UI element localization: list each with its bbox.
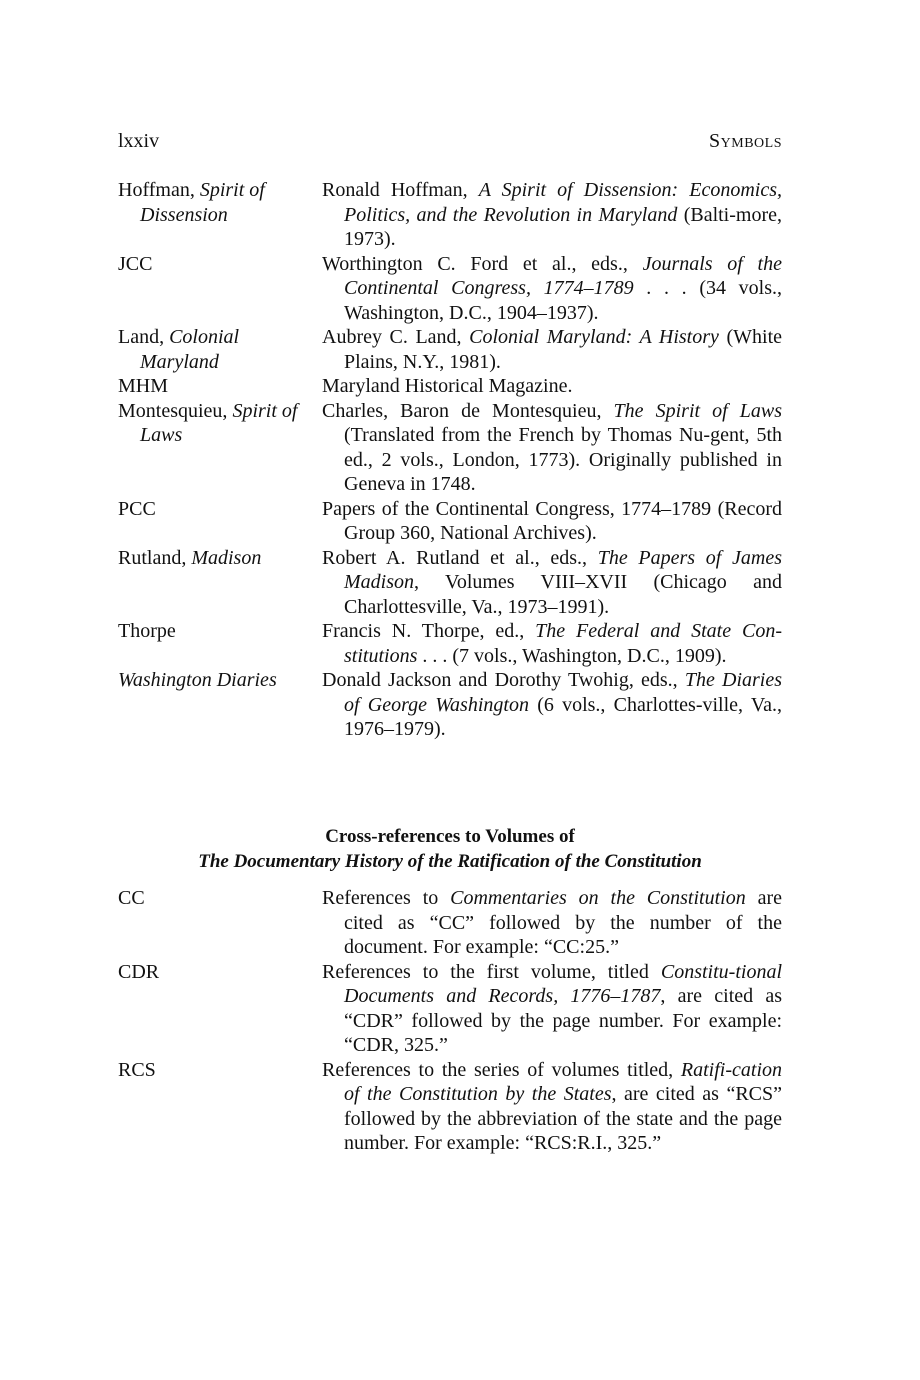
text: Aubrey C. Land, xyxy=(322,326,470,348)
page-number: lxxiv xyxy=(118,130,160,152)
text: RCS xyxy=(118,1058,156,1081)
symbol-term xyxy=(118,497,310,522)
symbol-term xyxy=(118,178,310,227)
symbol-entry xyxy=(118,374,782,399)
text: (Balti-more, 1973). xyxy=(344,203,782,250)
symbol-definition xyxy=(322,399,782,497)
symbol-entry xyxy=(118,325,782,374)
italic-text: Madison xyxy=(191,546,262,569)
text: Rutland, xyxy=(118,546,192,569)
cross-reference-term xyxy=(118,1058,310,1083)
italic-text: Constitu-tional Documents and Records, 1776–1787 xyxy=(344,960,782,1007)
italic-text: Spirit of Laws xyxy=(140,399,298,446)
text: Donald Jackson and Dorothy Twohig, eds., xyxy=(322,669,685,691)
text: are cited as “CC” followed by the number of the document. For example: “CC:25.” xyxy=(344,887,782,958)
text: , are cited as “RCS” followed by the abbreviation of the state and the page number. For example: “RCS:R.I., 325.” xyxy=(344,1083,783,1154)
italic-text: Ratifi-cation of the Constitution by the States xyxy=(344,1058,782,1105)
running-head: Symbols xyxy=(709,130,782,152)
cross-reference-term xyxy=(118,886,310,911)
cross-references-heading xyxy=(118,824,782,874)
symbol-entry xyxy=(118,497,782,546)
symbol-definition xyxy=(322,497,782,546)
symbol-definition xyxy=(322,252,782,326)
italic-text: Washington Diaries xyxy=(118,669,277,691)
symbol-term xyxy=(118,374,310,399)
symbol-entry xyxy=(118,668,782,742)
text: Montesquieu, xyxy=(118,399,233,422)
symbol-definition xyxy=(322,668,782,742)
text: MHM xyxy=(118,375,169,397)
text: References to the series of volumes titled, xyxy=(322,1058,681,1081)
symbol-term xyxy=(118,325,310,374)
text: (6 vols., Charlottes-ville, Va., 1976–1979). xyxy=(344,693,783,740)
text: , are cited as “CDR” followed by the page number. For example: “CDR, 325.” xyxy=(344,985,782,1056)
symbol-definition xyxy=(322,374,782,399)
cross-references-list xyxy=(118,886,782,1156)
text: Papers of the Continental Congress, 1774–1789 (Record Group 360, National Archives). xyxy=(322,497,782,544)
symbol-term xyxy=(118,252,310,277)
symbol-term xyxy=(118,546,310,571)
cross-reference-definition xyxy=(322,960,782,1058)
italic-text: Colonial Maryland: A History xyxy=(469,326,719,348)
text: Ronald Hoffman, xyxy=(322,179,479,201)
heading-line-2: The Documentary History of the Ratification of the Constitution xyxy=(198,851,702,872)
italic-text: The Spirit of Laws xyxy=(613,399,782,422)
text: (Translated from the French by Thomas Nu-gent, 5th ed., 2 vols., London, 1773). Originally published in Geneva in 1748. xyxy=(344,424,782,495)
symbols-list xyxy=(118,178,782,742)
italic-text: Journals of the Continental Congress, 1774–1789 xyxy=(344,252,782,299)
cross-reference-definition xyxy=(322,886,782,960)
cross-reference-definition xyxy=(322,1058,782,1156)
text: Robert A. Rutland et al., eds., xyxy=(322,546,598,569)
italic-text: A Spirit of Dissension: Economics, Politics, and the Revolution in Maryland xyxy=(344,179,782,226)
text: . . . (34 vols., Washington, D.C., 1904–1937). xyxy=(344,277,782,324)
text: Worthington C. Ford et al., eds., xyxy=(322,252,643,275)
text: References to xyxy=(322,887,451,909)
cross-reference-term xyxy=(118,960,310,985)
symbol-term xyxy=(118,668,310,693)
italic-text: The Diaries of George Washington xyxy=(344,669,783,716)
italic-text: The Federal and State Con-stitutions xyxy=(344,620,782,667)
symbol-definition xyxy=(322,546,782,620)
text: JCC xyxy=(118,252,153,275)
symbol-entry xyxy=(118,546,782,620)
italic-text: The Papers of James Madison xyxy=(344,546,782,593)
symbol-term xyxy=(118,399,310,448)
text: , Volumes VIII–XVII (Chicago and Charlottesville, Va., 1973–1991). xyxy=(344,571,782,618)
symbol-entry xyxy=(118,619,782,668)
cross-reference-entry xyxy=(118,886,782,960)
text: Francis N. Thorpe, ed., xyxy=(322,620,536,642)
text: (White Plains, N.Y., 1981). xyxy=(344,326,783,373)
italic-text: Spirit of Dissension xyxy=(140,179,265,226)
text: PCC xyxy=(118,497,156,520)
symbol-term xyxy=(118,619,310,644)
text: CDR xyxy=(118,960,160,983)
symbol-entry xyxy=(118,178,782,252)
text: Hoffman, xyxy=(118,179,200,201)
cross-reference-entry xyxy=(118,960,782,1058)
page-header xyxy=(118,130,782,156)
text: Land, xyxy=(118,326,170,348)
text: Charles, Baron de Montesquieu, xyxy=(322,399,614,422)
symbol-definition xyxy=(322,619,782,668)
text: CC xyxy=(118,887,145,909)
symbol-entry xyxy=(118,252,782,326)
italic-text: Commentaries on the Constitution xyxy=(450,887,746,909)
symbol-definition xyxy=(322,178,782,252)
heading-line-1: Cross-references to Volumes of xyxy=(325,826,575,847)
cross-reference-entry xyxy=(118,1058,782,1156)
text: References to the first volume, titled xyxy=(322,960,661,983)
text: . . . (7 vols., Washington, D.C., 1909). xyxy=(417,644,727,667)
italic-text: Colonial Maryland xyxy=(140,326,240,373)
text: Maryland Historical Magazine. xyxy=(322,375,573,397)
text: Thorpe xyxy=(118,620,176,642)
symbol-entry xyxy=(118,399,782,497)
symbol-definition xyxy=(322,325,782,374)
